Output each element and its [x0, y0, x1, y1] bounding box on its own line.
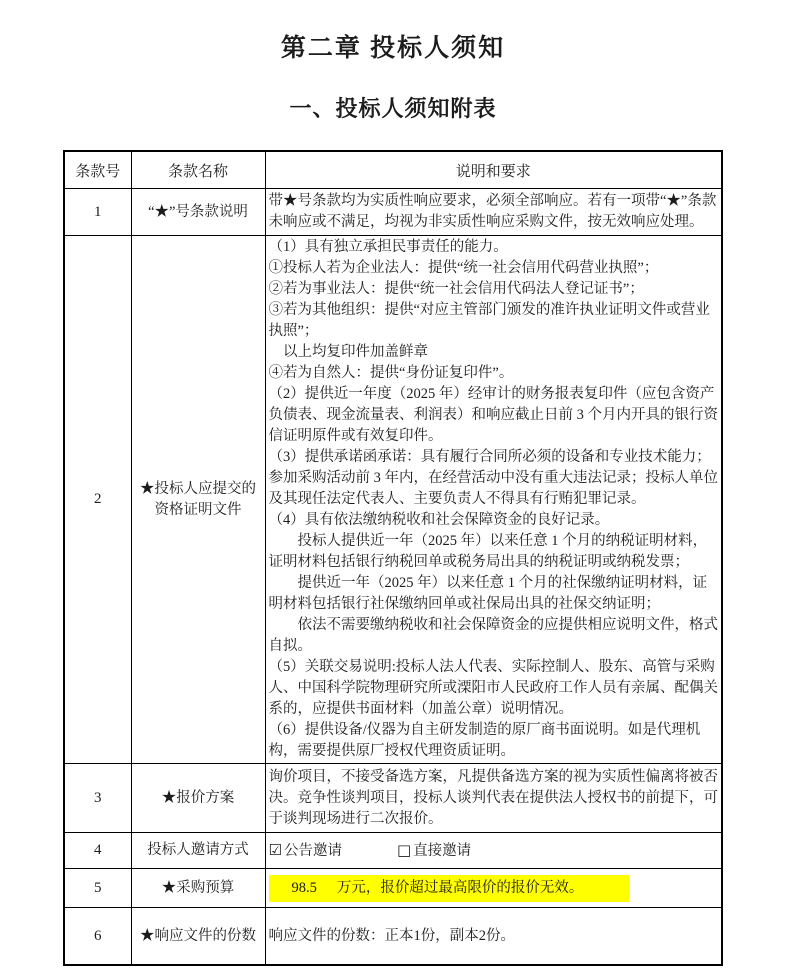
- table-row: [64, 189, 722, 236]
- clause-paragraph: 依法不需要缴纳税收和社会保障资金的应提供相应说明文件，格式自拟。: [268, 617, 718, 654]
- clause-desc: [265, 189, 722, 236]
- clause-paragraph: （2）提供近一年度（2025 年）经审计的财务报表复印件（应包含资产负债表、现金流量表、利润表）和响应截止日前 3 个月内开具的银行资信证明原件或有效复印件。: [268, 386, 718, 444]
- clause-name: “★”号条款说明: [131, 189, 265, 236]
- checked-checkbox-icon: ☑: [268, 840, 282, 859]
- table-header-row: [64, 151, 722, 189]
- clause-paragraph: 投标人提供近一年（2025 年）以来任意 1 个月的纳税证明材料，证明材料包括银行纳税回单或税务局出具的纳税证明或纳税发票；: [268, 533, 708, 570]
- clause-no: 2: [64, 236, 131, 764]
- table-row: [64, 764, 722, 833]
- clause-paragraph: （4）具有依法缴纳税收和社会保障资金的良好记录。: [268, 512, 610, 528]
- clause-no: 1: [64, 189, 131, 236]
- clause-name: ★采购预算: [131, 869, 265, 908]
- clause-name: 投标人邀请方式: [131, 833, 265, 869]
- option-label: 直接邀请: [413, 842, 472, 859]
- budget-highlight: [269, 875, 630, 902]
- clause-no: 6: [64, 908, 131, 966]
- clause-no: 4: [64, 833, 131, 869]
- unchecked-checkbox-icon: □: [396, 840, 412, 859]
- clause-paragraph: ①投标人若为企业法人：提供“统一社会信用代码营业执照”；: [268, 260, 659, 276]
- clause-paragraph: （3）提供承诺函承诺：具有履行合同所必须的设备和专业技术能力；参加采购活动前 3 年内，在经营活动中没有重大违法记录；投标人单位及其现任法定代表人、主要负责人不得具有行贿犯罪记录。: [268, 449, 718, 507]
- header-description: 说明和要求: [265, 151, 722, 189]
- header-clause-no: 条款号: [64, 151, 131, 189]
- clause-no: 3: [64, 764, 131, 833]
- page-subtitle: 一、投标人须知附表: [289, 96, 497, 121]
- clause-name: ★响应文件的份数: [131, 908, 265, 966]
- budget-value: 98.5: [291, 879, 317, 896]
- clause-paragraph: 响应文件的份数：正本1份，副本2份。: [268, 927, 515, 944]
- budget-text: 万元，报价超过最高限价的报价无效。: [336, 879, 584, 896]
- table-row: [64, 236, 722, 764]
- clause-desc: [265, 236, 722, 764]
- clause-paragraph: ③若为其他组织：提供“对应主管部门颁发的准许执业证明文件或营业执照”；: [268, 302, 710, 339]
- option-public-announcement[interactable]: [268, 840, 342, 859]
- table-row: [64, 869, 722, 908]
- clause-desc: [265, 764, 722, 833]
- clause-desc: [265, 908, 722, 966]
- clause-name: ★投标人应提交的资格证明文件: [131, 236, 265, 764]
- clause-paragraph: 询价项目，不接受备选方案，凡提供备选方案的视为实质性偏离将被否决。竞争性谈判项目，投标人谈判代表在提供法人授权书的前提下，可于谈判现场进行二次报价。: [268, 768, 718, 827]
- clause-paragraph: （5）关联交易说明:投标人法人代表、实际控制人、股东、高管与采购人、中国科学院物理研究所或溧阳市人民政府工作人员有亲属、配偶关系的，应提供书面材料（加盖公章）说明情况。: [268, 659, 718, 717]
- clause-paragraph: ②若为事业法人：提供“统一社会信用代码法人登记证书”；: [268, 281, 644, 297]
- clause-paragraph: （6）提供设备/仪器为自主研发制造的原厂商书面说明。如是代理机构，需要提供原厂授权代理资质证明。: [268, 722, 701, 759]
- page-title: 第二章 投标人须知: [280, 35, 506, 62]
- clause-paragraph: ④若为自然人：提供“身份证复印件”。: [268, 365, 514, 381]
- clause-desc: [265, 869, 722, 908]
- clause-paragraph: （1）具有独立承担民事责任的能力。: [268, 239, 508, 255]
- clause-name: ★报价方案: [131, 764, 265, 833]
- clause-paragraph: 带★号条款均为实质性响应要求，必须全部响应。若有一项带“★”条款未响应或不满足，均视为非实质性响应采购文件，按无效响应处理。: [268, 193, 717, 230]
- table-row: [64, 833, 722, 869]
- clause-paragraph: 提供近一年（2025 年）以来任意 1 个月的社保缴纳证明材料，证明材料包括银行社保缴纳回单或社保局出具的社保交纳证明；: [268, 575, 708, 612]
- option-direct-invitation[interactable]: [396, 840, 472, 859]
- clause-no: 5: [64, 869, 131, 908]
- clause-paragraph: 以上均复印件加盖鲜章: [283, 344, 428, 360]
- option-label: 公告邀请: [283, 842, 342, 859]
- header-clause-name: 条款名称: [131, 151, 265, 189]
- bidder-notice-table: [63, 150, 723, 966]
- invitation-options: [265, 833, 722, 869]
- table-row: [64, 908, 722, 966]
